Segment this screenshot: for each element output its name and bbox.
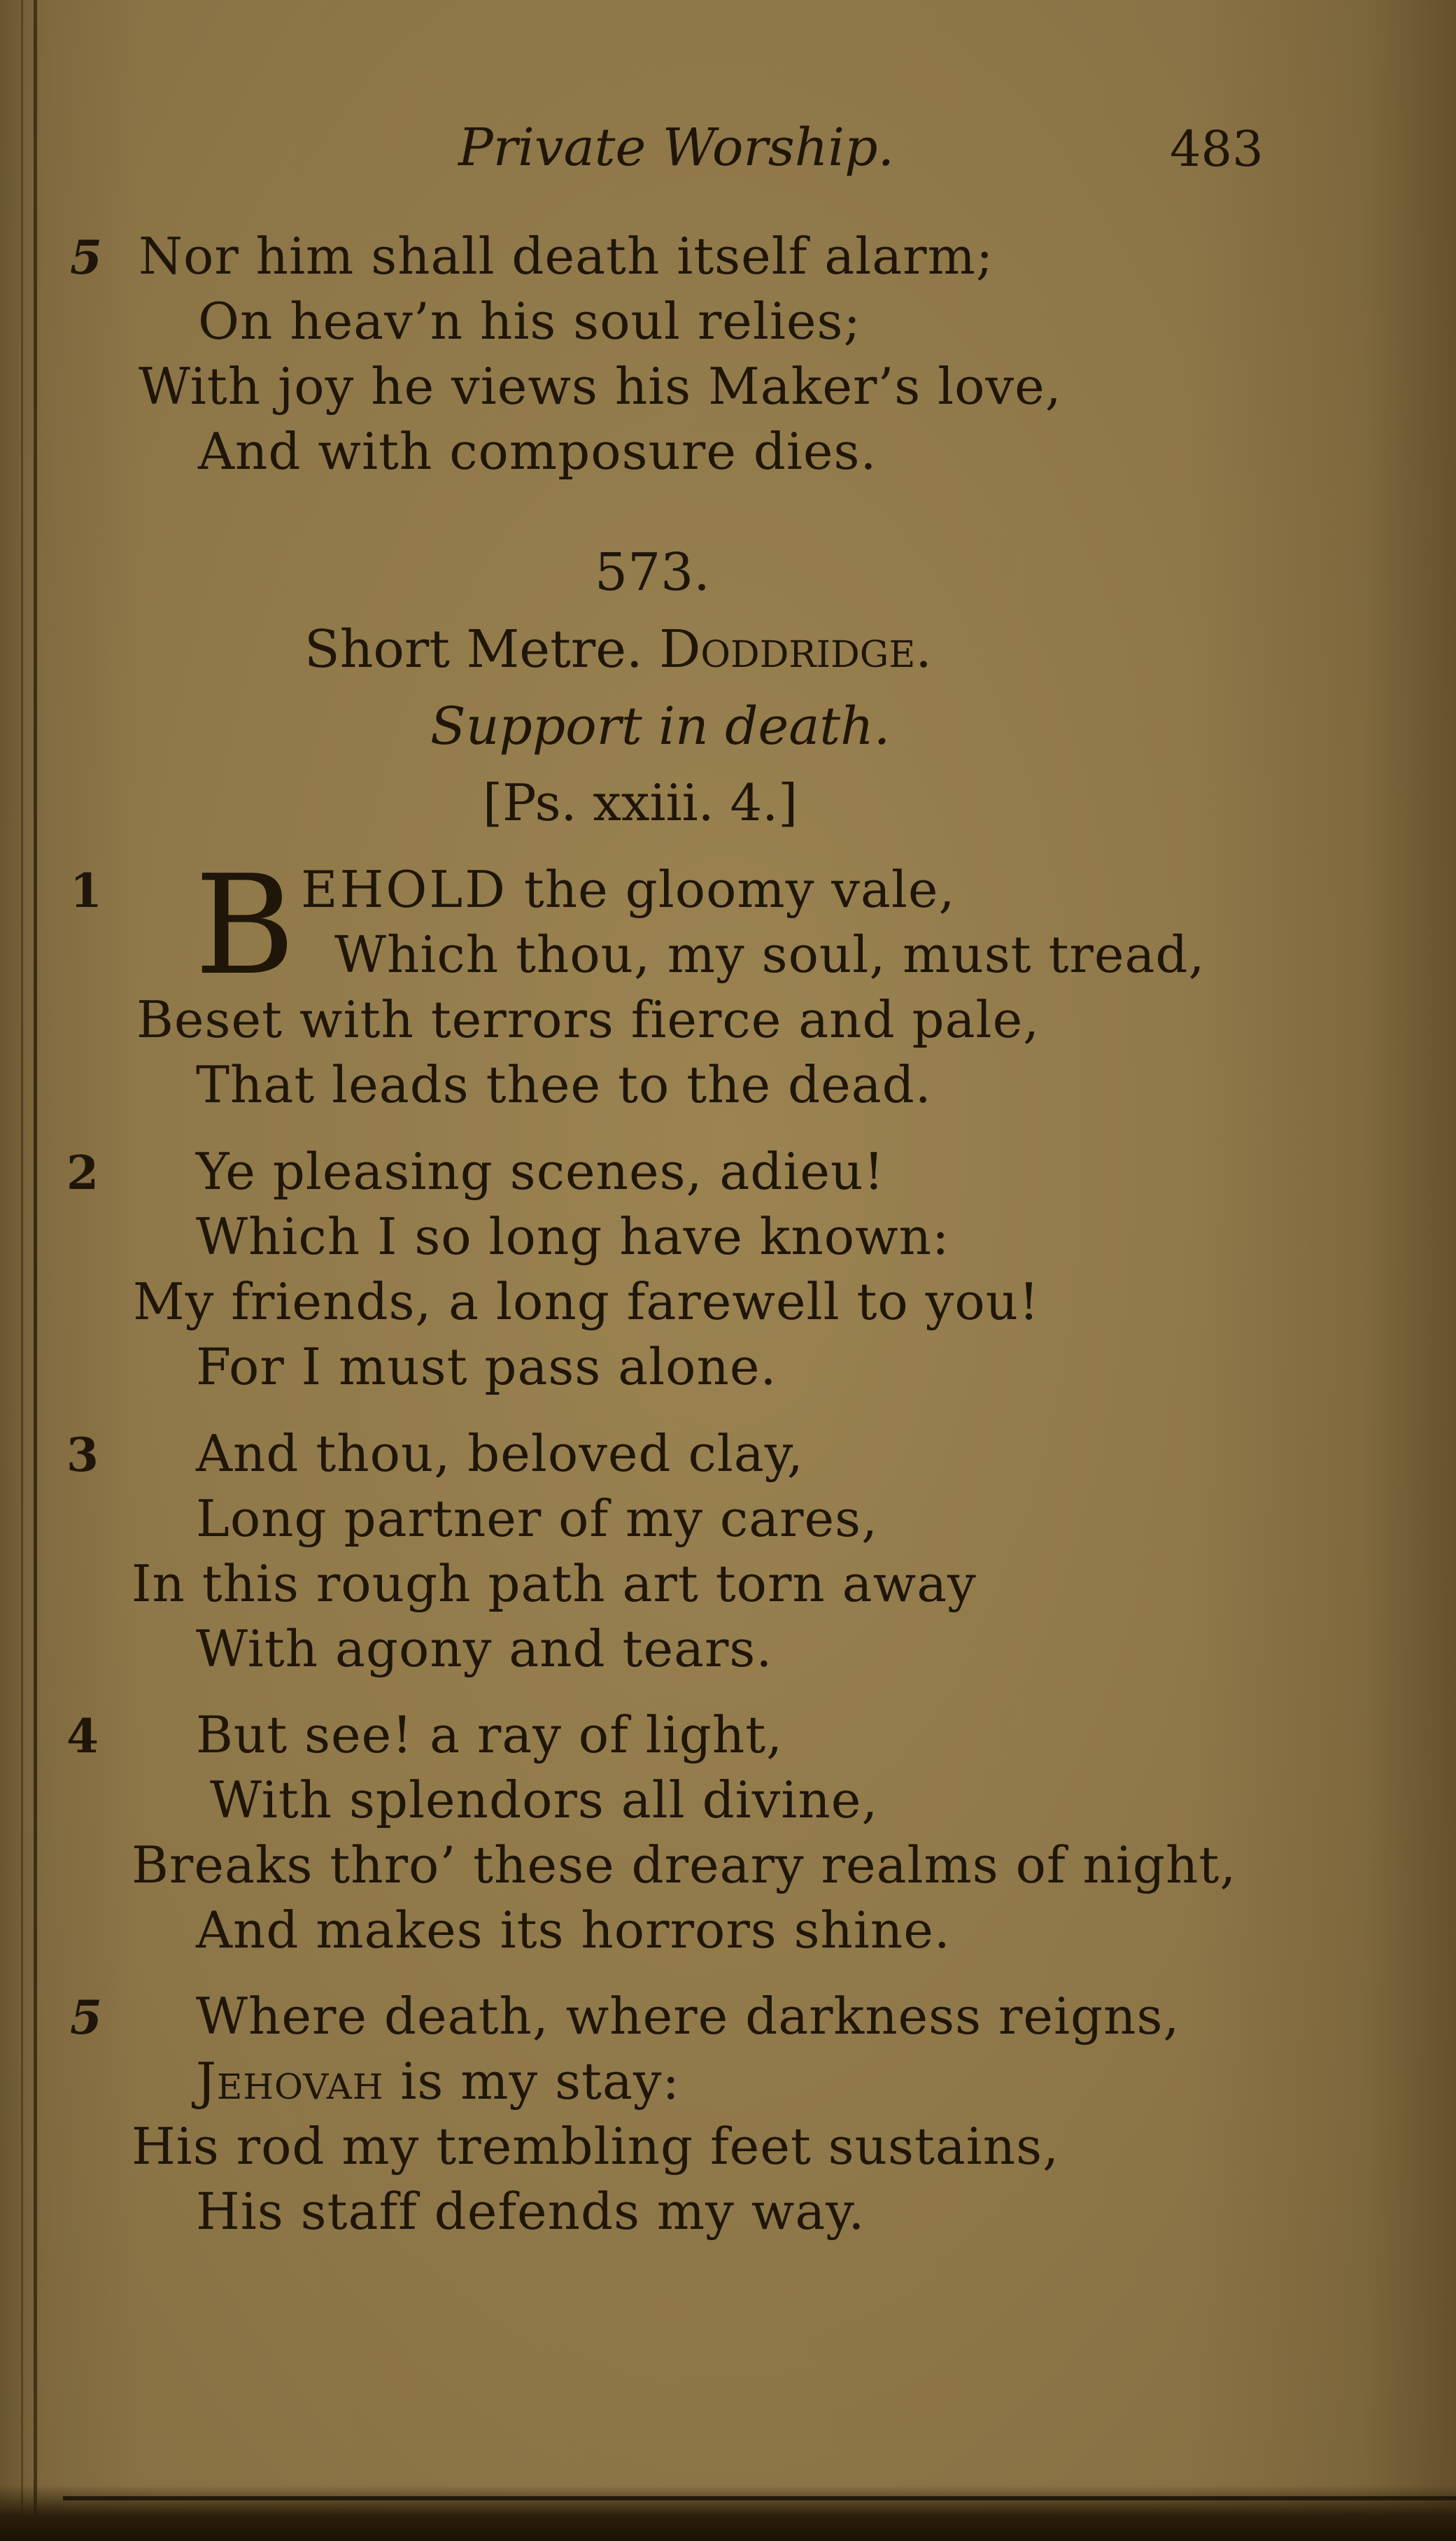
verse-line: With joy he views his Maker’s love, bbox=[139, 357, 1062, 416]
divine-name: Jehovah bbox=[196, 2052, 384, 2111]
stanza-number: 2 bbox=[66, 1146, 99, 1200]
verse-line: On heav’n his soul relies; bbox=[198, 292, 861, 351]
running-title: Private Worship. bbox=[458, 118, 894, 178]
verse-line: But see! a ray of light, bbox=[196, 1705, 784, 1764]
verse-line: That leads thee to the dead. bbox=[196, 1055, 932, 1114]
verse-line: Breaks thro’ these dreary realms of night, bbox=[132, 1836, 1237, 1894]
page-edge-shadow bbox=[21, 0, 23, 2541]
verse-line: Nor him shall death itself alarm; bbox=[139, 227, 994, 286]
stanza-number: 4 bbox=[66, 1709, 99, 1764]
stanza-number: 1 bbox=[70, 864, 102, 918]
hymn-metre: Short Metre. bbox=[304, 619, 643, 680]
verse-line bbox=[301, 860, 956, 919]
stanza-number: 5 bbox=[70, 1990, 102, 2045]
page-number: 483 bbox=[1170, 120, 1264, 178]
verse-line: His staff defends my way. bbox=[196, 2182, 865, 2241]
verse-line: With agony and tears. bbox=[196, 1619, 773, 1678]
verse-line: Beset with terrors fierce and pale, bbox=[136, 990, 1040, 1049]
hymn-subject: Support in death. bbox=[430, 696, 891, 756]
first-line-rest: the gloomy vale, bbox=[507, 860, 956, 919]
verse-line: Which thou, my soul, must tread, bbox=[334, 925, 1206, 984]
hymn-number: 573. bbox=[595, 542, 710, 603]
verse-line-rest: is my stay: bbox=[383, 2052, 680, 2111]
verse-line: And makes its horrors shine. bbox=[196, 1901, 951, 1959]
verse-line bbox=[196, 2052, 680, 2111]
scripture-reference: [Ps. xxiii. 4.] bbox=[483, 773, 798, 832]
hymn-author: Doddridge. bbox=[659, 619, 932, 680]
verse-line: In this rough path art torn away bbox=[132, 1554, 977, 1613]
stanza-number: 3 bbox=[66, 1428, 99, 1482]
page-gutter-line bbox=[34, 0, 37, 2541]
hymn-metre-line bbox=[304, 619, 932, 680]
verse-line: Which I so long have known: bbox=[196, 1207, 950, 1266]
verse-line: His rod my trembling feet sustains, bbox=[132, 2117, 1060, 2176]
verse-line: Where death, where darkness reigns, bbox=[196, 1987, 1180, 2046]
stanza-number: 5 bbox=[70, 230, 102, 285]
verse-line: With splendors all divine, bbox=[210, 1771, 879, 1829]
verse-line: Ye pleasing scenes, adieu! bbox=[196, 1142, 885, 1201]
verse-line: And with composure dies. bbox=[198, 422, 877, 481]
verse-line: Long partner of my cares, bbox=[196, 1489, 878, 1548]
first-word-rest: EHOLD bbox=[301, 860, 507, 919]
verse-line: My friends, a long farewell to you! bbox=[133, 1272, 1040, 1331]
verse-line: And thou, beloved clay, bbox=[196, 1424, 804, 1483]
page-bottom-edge bbox=[0, 2485, 1456, 2541]
verse-line: For I must pass alone. bbox=[196, 1337, 777, 1396]
drop-capital: B bbox=[195, 846, 296, 1006]
